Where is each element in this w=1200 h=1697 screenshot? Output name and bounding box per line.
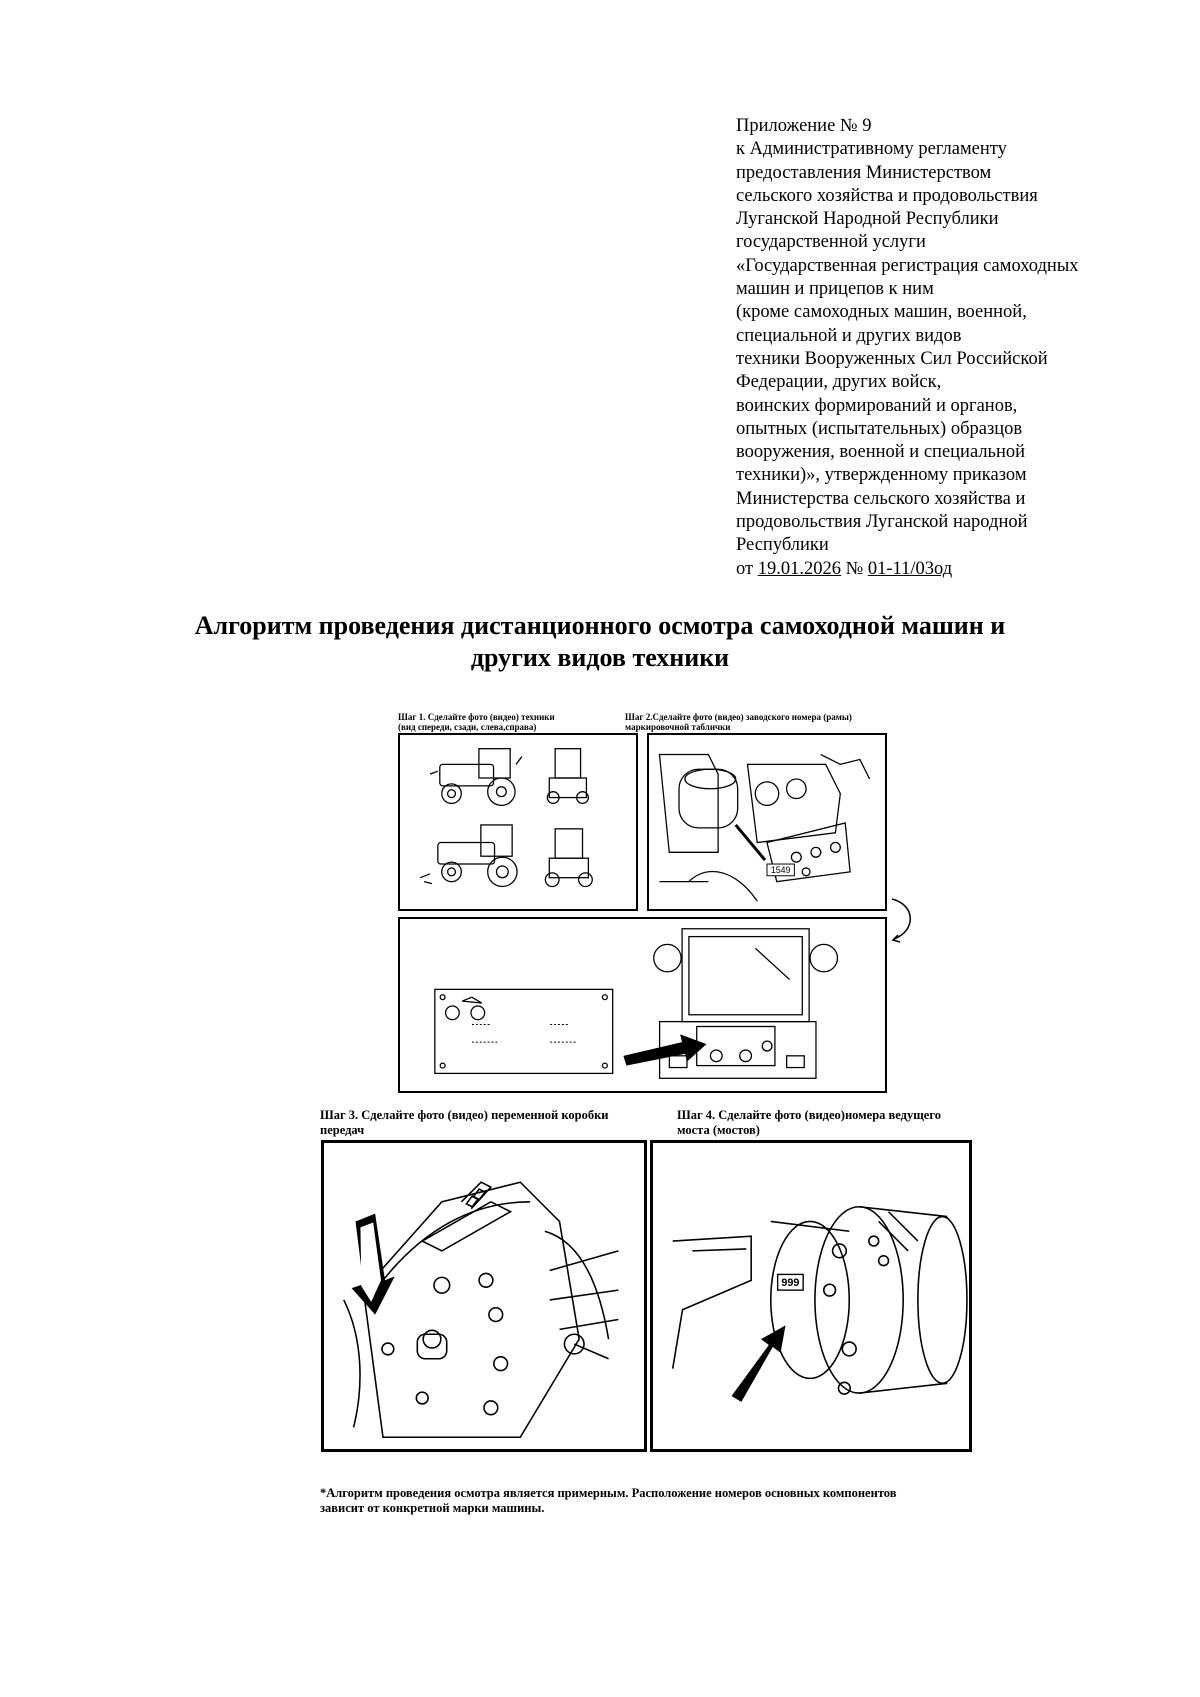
appendix-header bbox=[736, 115, 1176, 581]
drive-axle-drawing bbox=[653, 1143, 969, 1449]
appendix-line: продовольствия Луганской народной bbox=[736, 512, 1028, 533]
footnote-line1: *Алгоритм проведения осмотра является примерным. Расположение номеров основных компонентов bbox=[320, 1486, 897, 1500]
appendix-line: опытных (испытательных) образцов bbox=[736, 418, 1023, 439]
gearbox-drawing bbox=[324, 1143, 644, 1449]
order-date: 19.01.2026 bbox=[757, 558, 841, 579]
appendix-line: воинских формирований и органов, bbox=[736, 395, 1018, 416]
appendix-line: Республики bbox=[736, 535, 829, 556]
step2-engine-illustration bbox=[647, 733, 887, 911]
step4-caption-line1: Шаг 4. Сделайте фото (видео)номера ведущего bbox=[677, 1108, 941, 1122]
appendix-line: техники)», утвержденному приказом bbox=[736, 465, 1027, 486]
step2-caption bbox=[625, 712, 852, 732]
page-title bbox=[0, 610, 1200, 674]
step1-caption-line2: (вид спереди, сзади, слева,справа) bbox=[398, 722, 537, 732]
step4-drive-axle-illustration bbox=[650, 1140, 972, 1452]
footnote bbox=[320, 1486, 1020, 1516]
number-prefix: № bbox=[840, 558, 868, 579]
engine-frame-drawing bbox=[649, 735, 885, 909]
step4-caption bbox=[677, 1108, 941, 1138]
curved-arrow-icon bbox=[888, 895, 918, 945]
step2-caption-line2: маркировочной таблички bbox=[625, 722, 731, 732]
title-line-1: Алгоритм проведения дистанционного осмотра самоходной машин и bbox=[194, 611, 1006, 640]
appendix-line: специальной и других видов bbox=[736, 325, 962, 346]
order-number: 01-11/03од bbox=[867, 558, 953, 579]
step1-caption bbox=[398, 712, 555, 732]
title-line-2: других видов техники bbox=[470, 643, 730, 672]
date-prefix: от bbox=[736, 558, 758, 579]
appendix-line: государственной услуги bbox=[736, 232, 926, 253]
appendix-line: Федерации, других войск, bbox=[736, 372, 942, 393]
step1-caption-line1: Шаг 1. Сделайте фото (видео) техники bbox=[398, 712, 555, 722]
appendix-line: к Административному регламенту bbox=[736, 139, 1007, 160]
step3-caption bbox=[320, 1108, 609, 1138]
appendix-line: техники Вооруженных Сил Российской bbox=[736, 348, 1048, 369]
appendix-line: «Государственная регистрация самоходных bbox=[736, 255, 1079, 276]
step2-caption-line1: Шаг 2.Сделайте фото (видео) заводского номера (рамы) bbox=[625, 712, 852, 722]
appendix-line: вооружения, военной и специальной bbox=[736, 442, 1026, 463]
appendix-line: Приложение № 9 bbox=[736, 116, 872, 136]
appendix-line: Министерства сельского хозяйства и bbox=[736, 488, 1026, 509]
appendix-line: предоставления Министерством bbox=[736, 162, 992, 183]
frame-number-label: 1549 bbox=[770, 864, 791, 875]
marking-plate-illustration bbox=[398, 917, 887, 1093]
step3-caption-line2: передач bbox=[320, 1123, 365, 1137]
appendix-line: сельского хозяйства и продовольствия bbox=[736, 185, 1038, 206]
order-date-line bbox=[736, 558, 1176, 581]
footnote-line2: зависит от конкретной марки машины. bbox=[320, 1501, 545, 1515]
appendix-line: машин и прицепов к ним bbox=[736, 279, 934, 300]
step3-caption-line1: Шаг 3. Сделайте фото (видео) переменной коробки bbox=[320, 1108, 609, 1122]
axle-number-label: 999 bbox=[781, 1277, 800, 1290]
appendix-line: (кроме самоходных машин, военной, bbox=[736, 302, 1027, 323]
appendix-line: Луганской Народной Республики bbox=[736, 209, 999, 230]
tractor-views-drawing bbox=[400, 735, 636, 909]
step4-caption-line2: моста (мостов) bbox=[677, 1123, 760, 1137]
step1-tractor-views-illustration bbox=[398, 733, 638, 911]
marking-plate-drawing bbox=[400, 919, 885, 1091]
step3-gearbox-illustration bbox=[321, 1140, 647, 1452]
